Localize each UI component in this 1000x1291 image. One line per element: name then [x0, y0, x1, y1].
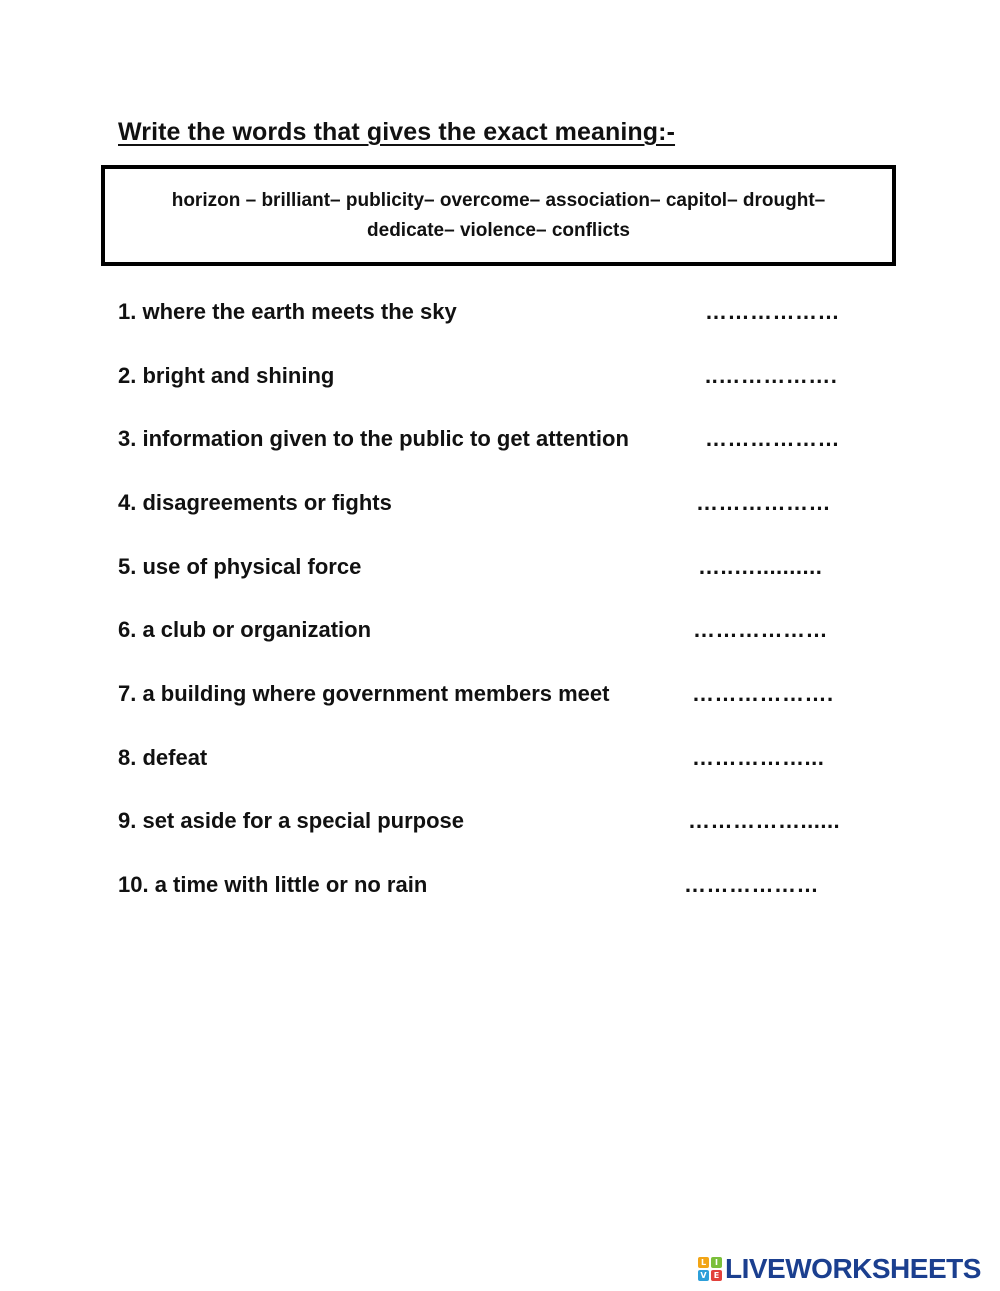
question-text: 4. disagreements or fights [118, 490, 392, 515]
question-row-8 [118, 743, 878, 773]
liveworksheets-logo-icon [698, 1257, 722, 1281]
question-text: 3. information given to the public to get attention [118, 426, 629, 451]
question-text: 6. a club or organization [118, 617, 372, 642]
liveworksheets-logo[interactable] [698, 1254, 981, 1284]
answer-blank[interactable]: …..….......... [698, 554, 823, 579]
logo-cell-e: E [711, 1270, 722, 1281]
question-text: 8. defeat [118, 745, 208, 770]
question-text: 5. use of physical force [118, 554, 362, 579]
question-text: 7. a building where government members meet [118, 681, 610, 706]
answer-blank[interactable]: ……………… [705, 426, 840, 451]
logo-cell-l: L [698, 1257, 709, 1268]
question-row-9 [118, 806, 878, 836]
question-row-4 [118, 488, 878, 518]
worksheet-title: Write the words that gives the exact meaning:- [118, 118, 676, 146]
question-row-3 [118, 424, 878, 454]
answer-blank[interactable]: ……………… [693, 617, 828, 642]
answer-blank[interactable]: ..……………. [705, 363, 838, 388]
question-text: 2. bright and shining [118, 363, 335, 388]
answer-blank[interactable]: ……………… [696, 490, 831, 515]
word-bank-box [101, 165, 896, 266]
answer-blank[interactable]: ………………. [692, 681, 834, 706]
question-row-7 [118, 679, 878, 709]
question-row-10 [118, 870, 878, 900]
question-row-6 [118, 615, 878, 645]
question-row-5 [118, 552, 878, 582]
logo-cell-v: V [698, 1270, 709, 1281]
answer-blank[interactable]: ……………...... [688, 808, 841, 833]
question-text: 10. a time with little or no rain [118, 872, 428, 897]
logo-cell-i: I [711, 1257, 722, 1268]
question-row-1 [118, 297, 878, 327]
answer-blank[interactable]: ……………… [705, 299, 840, 324]
question-text: 1. where the earth meets the sky [118, 299, 457, 324]
answer-blank[interactable]: ……………... [692, 745, 825, 770]
question-text: 9. set aside for a special purpose [118, 808, 465, 833]
answer-blank[interactable]: ……………… [684, 872, 819, 897]
logo-text: LIVEWORKSHEETS [725, 1253, 981, 1284]
word-bank-line-2: dedicate– violence– conflicts [367, 219, 630, 241]
question-row-2 [118, 361, 878, 391]
word-bank-line-1: horizon – brilliant– publicity– overcome– association– capitol– drought– [171, 189, 826, 211]
